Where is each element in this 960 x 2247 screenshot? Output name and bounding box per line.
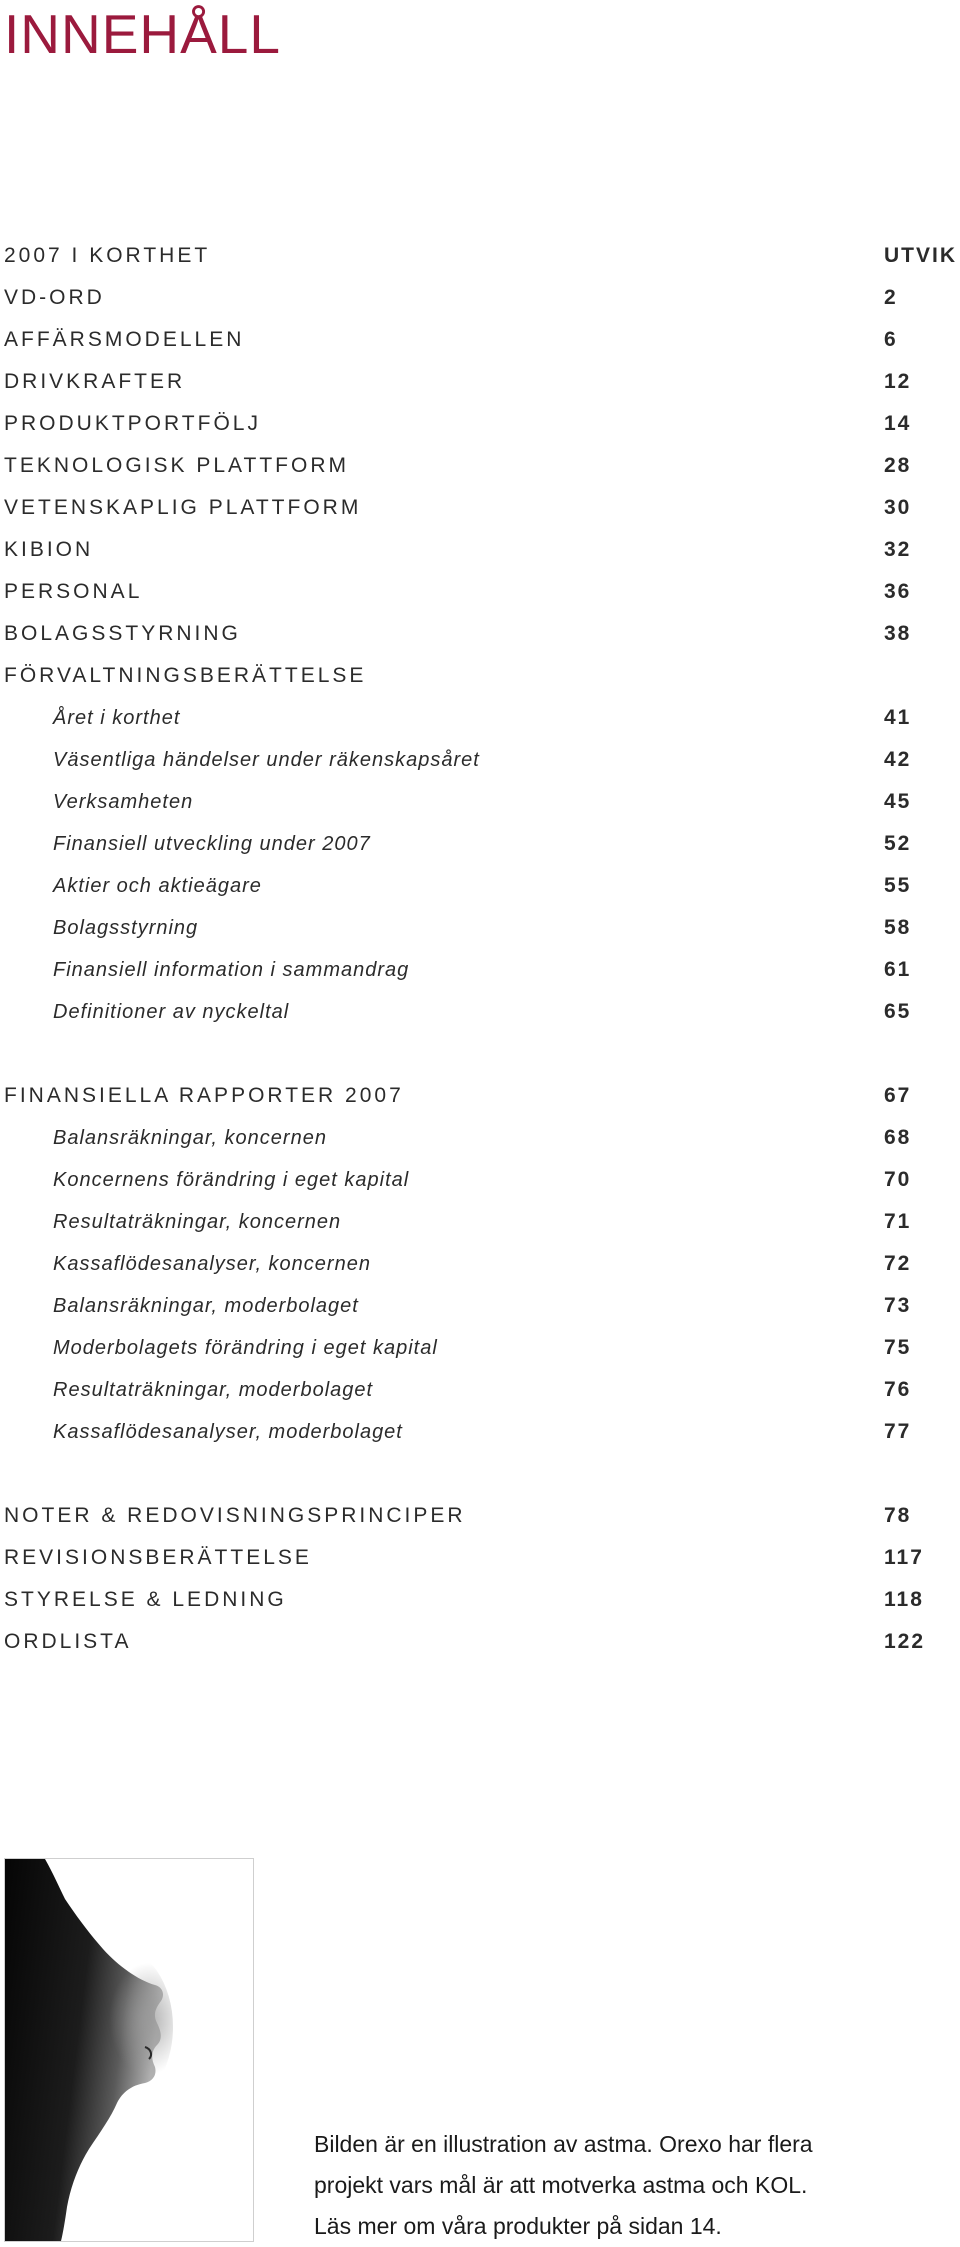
toc-page-number: 72 — [884, 1252, 912, 1275]
toc-row[interactable] — [0, 655, 960, 697]
toc-label: Aktier och aktieägare — [53, 875, 262, 897]
toc-row[interactable] — [0, 571, 960, 613]
toc-page-number: 55 — [884, 874, 912, 897]
toc-page-number: 6 — [884, 328, 898, 351]
toc-page-number: 73 — [884, 1294, 912, 1317]
toc-label: AFFÄRSMODELLEN — [4, 328, 245, 351]
toc-label: Moderbolagets förändring i eget kapital — [53, 1337, 438, 1359]
toc-subrow[interactable] — [0, 907, 960, 949]
toc-row[interactable] — [0, 1579, 960, 1621]
toc-label: Kassaflödesanalyser, moderbolaget — [53, 1421, 403, 1443]
toc-label: BOLAGSSTYRNING — [4, 622, 241, 645]
page-title: INNEHÅLL — [4, 3, 281, 65]
toc-label: Koncernens förändring i eget kapital — [53, 1169, 410, 1191]
toc-row[interactable] — [0, 487, 960, 529]
toc-row[interactable] — [0, 403, 960, 445]
toc-label: Året i korthet — [53, 707, 181, 729]
toc-subrow[interactable] — [0, 865, 960, 907]
toc-subrow[interactable] — [0, 1201, 960, 1243]
toc-label: Resultaträkningar, koncernen — [53, 1211, 342, 1233]
toc-label: FINANSIELLA RAPPORTER 2007 — [4, 1084, 404, 1107]
toc-page-number: 76 — [884, 1378, 912, 1401]
toc-label: Balansräkningar, moderbolaget — [53, 1295, 359, 1317]
toc-page-number: 118 — [884, 1588, 924, 1611]
face-profile-silhouette — [5, 1859, 253, 2241]
toc-page-number: 75 — [884, 1336, 912, 1359]
caption-line: Läs mer om våra produkter på sidan 14. — [314, 2213, 722, 2239]
toc-subrow[interactable] — [0, 1327, 960, 1369]
face-highlight — [61, 1947, 173, 2107]
toc-row[interactable] — [0, 1537, 960, 1579]
toc-page-number: 117 — [884, 1546, 924, 1569]
toc-row[interactable] — [0, 1621, 960, 1663]
asthma-illustration-image — [4, 1858, 254, 2242]
toc-label: PRODUKTPORTFÖLJ — [4, 412, 261, 435]
toc-page-number: 77 — [884, 1420, 912, 1443]
toc-subrow[interactable] — [0, 949, 960, 991]
caption-line: projekt vars mål är att motverka astma och KOL. — [314, 2172, 808, 2198]
toc-page-number: 32 — [884, 538, 912, 561]
toc-label: PERSONAL — [4, 580, 143, 603]
toc-label: ORDLISTA — [4, 1630, 132, 1653]
toc-page-number: 14 — [884, 412, 912, 435]
toc-label: Balansräkningar, koncernen — [53, 1127, 327, 1149]
toc-page-number: 36 — [884, 580, 912, 603]
toc-row[interactable] — [0, 1075, 960, 1117]
toc-subrow[interactable] — [0, 1243, 960, 1285]
toc-label: VD-ORD — [4, 286, 105, 309]
toc-subrow[interactable] — [0, 1159, 960, 1201]
toc-row[interactable] — [0, 529, 960, 571]
toc-label: Definitioner av nyckeltal — [53, 1001, 290, 1023]
toc-page-number: 12 — [884, 370, 912, 393]
toc-page-number: 68 — [884, 1126, 912, 1149]
toc-row[interactable] — [0, 361, 960, 403]
toc-page-number: UTVIK — [884, 244, 957, 267]
toc-subrow[interactable] — [0, 1117, 960, 1159]
toc-subrow[interactable] — [0, 823, 960, 865]
toc-label: FÖRVALTNINGSBERÄTTELSE — [4, 664, 367, 687]
toc-subrow[interactable] — [0, 739, 960, 781]
toc-row[interactable] — [0, 613, 960, 655]
toc-label: Resultaträkningar, moderbolaget — [53, 1379, 374, 1401]
toc-page-number: 42 — [884, 748, 912, 771]
toc-page-number: 30 — [884, 496, 912, 519]
toc-label: 2007 I KORTHET — [4, 244, 211, 267]
toc-subrow[interactable] — [0, 1411, 960, 1453]
toc-page-number: 71 — [884, 1210, 912, 1233]
toc-label: Finansiell utveckling under 2007 — [53, 833, 371, 855]
toc-row[interactable] — [0, 235, 960, 277]
toc-label: Finansiell information i sammandrag — [53, 959, 410, 981]
toc-page-number: 38 — [884, 622, 912, 645]
toc-page-number: 28 — [884, 454, 912, 477]
toc-subrow[interactable] — [0, 1285, 960, 1327]
toc-page-number: 45 — [884, 790, 912, 813]
toc-page-number: 41 — [884, 706, 912, 729]
toc-page-number: 2 — [884, 286, 898, 309]
toc-label: DRIVKRAFTER — [4, 370, 186, 393]
toc-label: Bolagsstyrning — [53, 917, 199, 939]
toc-row[interactable] — [0, 277, 960, 319]
toc-subrow[interactable] — [0, 1369, 960, 1411]
toc-row[interactable] — [0, 1495, 960, 1537]
toc-label: Verksamheten — [53, 791, 194, 813]
toc-row[interactable] — [0, 319, 960, 361]
toc-label: KIBION — [4, 538, 94, 561]
toc-label: VETENSKAPLIG PLATTFORM — [4, 496, 362, 519]
toc-page-number: 61 — [884, 958, 912, 981]
toc-label: STYRELSE & LEDNING — [4, 1588, 287, 1611]
toc-page-number: 67 — [884, 1084, 912, 1107]
toc-label: TEKNOLOGISK PLATTFORM — [4, 454, 349, 477]
toc-row[interactable] — [0, 445, 960, 487]
toc-page-number: 58 — [884, 916, 912, 939]
toc-label: NOTER & REDOVISNINGSPRINCIPER — [4, 1504, 466, 1527]
toc-label: REVISIONSBERÄTTELSE — [4, 1546, 312, 1569]
toc-subrow[interactable] — [0, 697, 960, 739]
toc-page-number: 52 — [884, 832, 912, 855]
toc-subrow[interactable] — [0, 991, 960, 1033]
toc-page-number: 122 — [884, 1630, 926, 1653]
toc-page-number: 78 — [884, 1504, 912, 1527]
toc-subrow[interactable] — [0, 781, 960, 823]
toc-page-number: 65 — [884, 1000, 912, 1023]
toc-page-number: 70 — [884, 1168, 912, 1191]
toc-label: Väsentliga händelser under räkenskapsåret — [53, 749, 480, 771]
toc-label: Kassaflödesanalyser, koncernen — [53, 1253, 371, 1275]
caption-line: Bilden är en illustration av astma. Orexo har flera — [314, 2131, 813, 2157]
image-caption — [314, 2124, 914, 2247]
